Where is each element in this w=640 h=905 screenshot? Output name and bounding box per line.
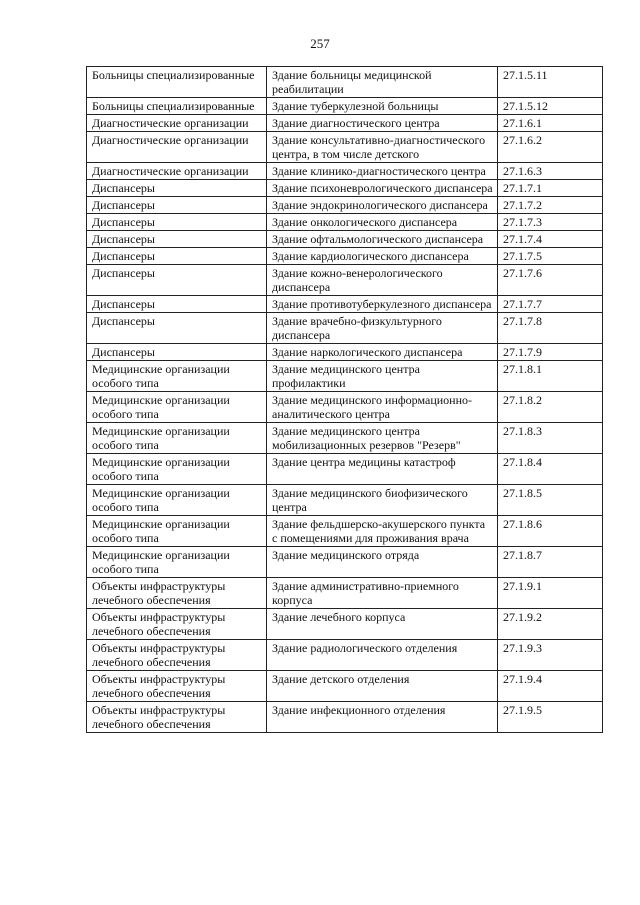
category-cell: Диспансеры (87, 344, 267, 361)
building-cell: Здание административно-приемного корпуса (267, 578, 498, 609)
building-cell: Здание медицинского отряда (267, 547, 498, 578)
building-cell: Здание детского отделения (267, 671, 498, 702)
table-row (87, 313, 603, 344)
building-cell: Здание больницы медицинской реабилитации (267, 67, 498, 98)
table-row (87, 344, 603, 361)
category-cell: Медицинские организации особого типа (87, 423, 267, 454)
table-row (87, 67, 603, 98)
table-row (87, 98, 603, 115)
table-row (87, 115, 603, 132)
building-cell: Здание врачебно-физкультурного диспансера (267, 313, 498, 344)
table-row (87, 231, 603, 248)
code-cell: 27.1.6.3 (498, 163, 603, 180)
building-cell: Здание психоневрологического диспансера (267, 180, 498, 197)
table-row (87, 485, 603, 516)
category-cell: Диагностические организации (87, 115, 267, 132)
classification-table (86, 66, 603, 733)
table-row (87, 197, 603, 214)
code-cell: 27.1.9.2 (498, 609, 603, 640)
table-row (87, 214, 603, 231)
building-cell: Здание центра медицины катастроф (267, 454, 498, 485)
code-cell: 27.1.8.1 (498, 361, 603, 392)
building-cell: Здание туберкулезной больницы (267, 98, 498, 115)
code-cell: 27.1.7.2 (498, 197, 603, 214)
category-cell: Диагностические организации (87, 132, 267, 163)
code-cell: 27.1.8.2 (498, 392, 603, 423)
building-cell: Здание противотуберкулезного диспансера (267, 296, 498, 313)
table-body (87, 67, 603, 733)
code-cell: 27.1.8.4 (498, 454, 603, 485)
code-cell: 27.1.7.7 (498, 296, 603, 313)
code-cell: 27.1.9.3 (498, 640, 603, 671)
table-row (87, 671, 603, 702)
category-cell: Медицинские организации особого типа (87, 547, 267, 578)
category-cell: Медицинские организации особого типа (87, 361, 267, 392)
building-cell: Здание фельдшерско-акушерского пункта с помещениями для проживания врача (267, 516, 498, 547)
category-cell: Диагностические организации (87, 163, 267, 180)
table-row (87, 454, 603, 485)
category-cell: Медицинские организации особого типа (87, 485, 267, 516)
category-cell: Медицинские организации особого типа (87, 516, 267, 547)
category-cell: Объекты инфраструктуры лечебного обеспечения (87, 671, 267, 702)
building-cell: Здание медицинского центра мобилизационных резервов "Резерв" (267, 423, 498, 454)
code-cell: 27.1.7.8 (498, 313, 603, 344)
code-cell: 27.1.6.2 (498, 132, 603, 163)
table-row (87, 296, 603, 313)
category-cell: Больницы специализированные (87, 67, 267, 98)
table-row (87, 516, 603, 547)
code-cell: 27.1.7.1 (498, 180, 603, 197)
category-cell: Диспансеры (87, 180, 267, 197)
code-cell: 27.1.7.3 (498, 214, 603, 231)
table-row (87, 361, 603, 392)
category-cell: Медицинские организации особого типа (87, 392, 267, 423)
code-cell: 27.1.9.5 (498, 702, 603, 733)
code-cell: 27.1.7.4 (498, 231, 603, 248)
code-cell: 27.1.8.7 (498, 547, 603, 578)
building-cell: Здание клинико-диагностического центра (267, 163, 498, 180)
code-cell: 27.1.8.5 (498, 485, 603, 516)
code-cell: 27.1.7.5 (498, 248, 603, 265)
building-cell: Здание радиологического отделения (267, 640, 498, 671)
code-cell: 27.1.6.1 (498, 115, 603, 132)
category-cell: Диспансеры (87, 313, 267, 344)
building-cell: Здание кардиологического диспансера (267, 248, 498, 265)
category-cell: Объекты инфраструктуры лечебного обеспечения (87, 640, 267, 671)
category-cell: Больницы специализированные (87, 98, 267, 115)
building-cell: Здание инфекционного отделения (267, 702, 498, 733)
table-row (87, 609, 603, 640)
code-cell: 27.1.5.11 (498, 67, 603, 98)
building-cell: Здание консультативно-диагностического центра, в том числе детского (267, 132, 498, 163)
code-cell: 27.1.8.3 (498, 423, 603, 454)
building-cell: Здание кожно-венерологического диспансера (267, 265, 498, 296)
code-cell: 27.1.5.12 (498, 98, 603, 115)
category-cell: Медицинские организации особого типа (87, 454, 267, 485)
code-cell: 27.1.7.6 (498, 265, 603, 296)
category-cell: Объекты инфраструктуры лечебного обеспечения (87, 578, 267, 609)
table-row (87, 163, 603, 180)
category-cell: Объекты инфраструктуры лечебного обеспечения (87, 609, 267, 640)
building-cell: Здание офтальмологического диспансера (267, 231, 498, 248)
table-row (87, 180, 603, 197)
category-cell: Диспансеры (87, 214, 267, 231)
table-row (87, 248, 603, 265)
category-cell: Диспансеры (87, 231, 267, 248)
building-cell: Здание онкологического диспансера (267, 214, 498, 231)
table-row (87, 265, 603, 296)
code-cell: 27.1.7.9 (498, 344, 603, 361)
building-cell: Здание медицинского центра профилактики (267, 361, 498, 392)
table-row (87, 423, 603, 454)
building-cell: Здание лечебного корпуса (267, 609, 498, 640)
building-cell: Здание эндокринологического диспансера (267, 197, 498, 214)
category-cell: Диспансеры (87, 248, 267, 265)
table-row (87, 392, 603, 423)
table-row (87, 640, 603, 671)
building-cell: Здание наркологического диспансера (267, 344, 498, 361)
code-cell: 27.1.9.1 (498, 578, 603, 609)
code-cell: 27.1.8.6 (498, 516, 603, 547)
table-row (87, 547, 603, 578)
page-number: 257 (310, 36, 330, 51)
category-cell: Объекты инфраструктуры лечебного обеспечения (87, 702, 267, 733)
building-cell: Здание медицинского биофизического центра (267, 485, 498, 516)
category-cell: Диспансеры (87, 265, 267, 296)
code-cell: 27.1.9.4 (498, 671, 603, 702)
table-row (87, 702, 603, 733)
category-cell: Диспансеры (87, 197, 267, 214)
table-row (87, 132, 603, 163)
building-cell: Здание медицинского информационно-аналитического центра (267, 392, 498, 423)
table-row (87, 578, 603, 609)
building-cell: Здание диагностического центра (267, 115, 498, 132)
category-cell: Диспансеры (87, 296, 267, 313)
